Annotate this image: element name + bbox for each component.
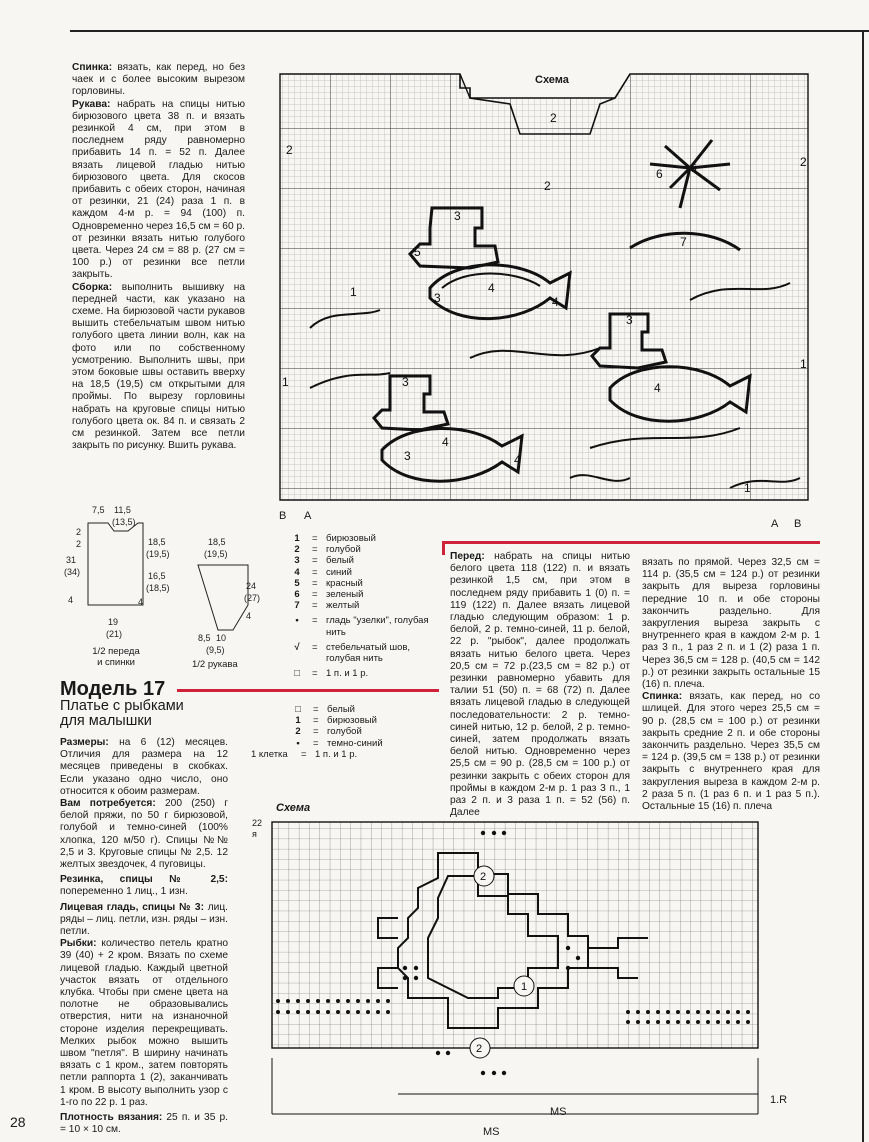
svg-text:4: 4: [246, 611, 252, 621]
embroidery-chart: [270, 68, 820, 533]
chart-number: 6: [690, 161, 697, 175]
rukava-heading: Рукава:: [72, 98, 111, 110]
ryb-heading: Рыбки:: [60, 938, 97, 950]
legend-item: 1 клетка = 1 п. и 1 р.: [251, 748, 358, 760]
marker-a-right: A: [771, 518, 779, 530]
svg-text:(18,5): (18,5): [146, 583, 170, 593]
middle-text: Перед: набрать на спицы нитью белого цвета 118 (122) п. и вязать резинкой 1,5 см, при этом в последнем ряду прибавить 1 (0) п. = 119 (122) п. Далее вязать лицевой гладью следующим образом: 1 р. белой, 2 р. темно-синей, 11 р. белой, 22 р. "рыбок", далее продолжать вязать нитью белого цвета. Через 20,5 см = 72 р.(23,5 см = 82 р.) от резинки равномерно убавить для талии 51 (50) п. = 68 (72) п. Далее вязать лицевой гладью в следующей последовательности: 2 р. темно-синей нитью, 12 р. белой, 2 р. темно-синей, затем продолжать вязать белой нитью. Одновременно через 25,5 см = 90 р. (28,5 см = 100 р.) от резинки закрыть с обеих сторон для проймы в каждом 2-м р. 1 раз 3 п., 1 раз 2 п. и 3 раза 1 п. = 52 (56) п. Далее: [450, 551, 630, 819]
chart-number: 3: [454, 209, 461, 223]
chart-number: 5: [414, 245, 421, 259]
svg-text:2: 2: [76, 527, 82, 537]
chart-number: 1: [744, 481, 751, 495]
svg-text:7,5: 7,5: [92, 505, 105, 515]
spinka-text: вязать, как перед, но без чаек и с более высоким вырезом горловины.: [72, 62, 245, 98]
ms-rulers: [272, 1058, 758, 1114]
razm-heading: Размеры:: [60, 737, 109, 748]
chart-number: 1: [350, 285, 357, 299]
ms-label-total: MS: [483, 1126, 500, 1138]
legend-item: 1 = бирюзовый: [294, 533, 376, 544]
front-pattern: [88, 523, 143, 605]
svg-text:16,5: 16,5: [148, 571, 166, 581]
sborka-text: выполнить вышивку на передней части, как указано на схеме. На бирюзовой части рукавов вышить стебельчатым швом нитью голубого цвета линии волн, как на фото или по собственному усмотрению. Выполнить швы, при этом боковые швы оставить вверху на 18,5 (19,5) см открытыми для проймы. По вырезу горловины набрать на круговые спицы нитью голубого цвета ок. 84 п. и связать 2 см резинкой. Затем все петли закрыть по рисунку. Вшить рукава.: [72, 281, 245, 452]
chart-number: 4: [514, 453, 521, 467]
chart2-number: 2: [476, 1043, 483, 1055]
chart-number: 7: [680, 235, 687, 249]
chart-number: 3: [626, 313, 633, 327]
legend-item: √ = стебельчатый шов, голубая нить: [282, 642, 432, 664]
right-rule: [862, 30, 864, 1142]
svg-text:18,5: 18,5: [148, 537, 166, 547]
pattern-diagrams: [58, 505, 268, 665]
model-subtitle: Платье с рыбками для малышки: [60, 698, 184, 729]
legend-item: □ = белый: [295, 704, 355, 715]
legend-item: □ = 1 п. и 1 р.: [282, 668, 432, 679]
chart-number: 2: [800, 155, 807, 169]
rukava-text: набрать на спицы нитью бирюзового цвета 38 п. и вязать резинкой 4 см, при этом в последнем ряду равномерно прибавить 14 п. = 52 п. Далее вязать лицевой гладью нитью бирюзового цвета. Для скосов прибавить с обеих сторон, начиная от резинки, 21 (24) раза 1 п. в каждом 4-м р. = 94 (100) п. Одновременно через 16,5 см = 60 р. от резинки вязать нитью голубого цвета. Через 24 см = 88 р. (27 см = 100 р.) от резинки все петли закрыть.: [72, 98, 245, 281]
legend-item: 4 = синий: [294, 566, 352, 578]
sleeve-caption: 1/2 рукава: [192, 659, 238, 670]
svg-text:19: 19: [108, 617, 119, 627]
spinka-heading: Спинка:: [72, 62, 113, 73]
lic-heading: Лицевая гладь, спицы № 3:: [60, 901, 204, 913]
pered-heading: Перед:: [450, 551, 485, 562]
svg-text:(19,5): (19,5): [146, 549, 170, 559]
svg-text:31: 31: [66, 555, 77, 565]
chart-number: 3: [434, 291, 441, 305]
chart-number: 1: [800, 357, 807, 371]
left-top-text: [72, 62, 245, 453]
cell-icon: □: [294, 668, 300, 680]
svg-text:(21): (21): [106, 629, 123, 639]
legend-item: 2 = голубой: [295, 726, 362, 738]
vam-heading: Вам потребуется:: [60, 798, 156, 810]
front-caption: 1/2 переда и спинки: [92, 646, 140, 669]
row-label: 22 я: [252, 818, 263, 840]
chart-number: 4: [442, 435, 449, 449]
legend-item: 1 = бирюзовый: [295, 715, 377, 727]
legend-item: • = темно-синий: [296, 737, 383, 749]
chart2-title: Схема: [276, 802, 311, 814]
embroidery-chart-svg: [270, 68, 820, 528]
wave-icon: √: [294, 641, 300, 653]
legend-item: • = гладь "узелки", голубая нить: [282, 615, 432, 637]
top-rule: [70, 30, 869, 32]
legend-fish: [251, 704, 443, 760]
chart2-number: 2: [480, 871, 487, 883]
svg-text:4: 4: [138, 597, 144, 607]
chart-number: 6: [656, 167, 663, 181]
svg-text:4: 4: [68, 595, 74, 605]
left-bottom-text: Размеры: на 6 (12) месяцев. Отличия для размера на 12 месяцев приведены в скобках. Если указано одно число, оно относится к обоим размерам. Вам потребуется: 200 (250) г белой пряжи, по 50 г бирюзовой, голубой и темно-синей (100% хлопка, 120 м/50 г). Спицы №№ 2,5 и 3. Круговые спицы № 2,5. 12 желтых звездочек, 4 пуговицы. Резинка, спицы № 2,5: попеременно 1 лиц., 1 изн. Лицевая гладь, спицы № 3: лиц. ряды – лиц. петли, изн. ряды – изн. петли. Рыбки: количество петель кратно 39 (40) + 2 кром. Вязать по схеме лицевой гладью. Каждый цветной участок вязать от отдельного клубка. Чтобы при смене цвета на полотне не образовывались отверстия, нити на изнаночной стороне изделия перекрещивать. Мелких рыбок можно вышить швом "петля". В ширину начинать вязать с 1 кром., затем повторять петли раппорта 1 (2), заканчивать 1 кром. В высоту выполнить узор с 1-го по 22 р. 1 раз. Плотность вязания: 25 п. и 35 р. = 10 × 10 см.: [60, 737, 229, 1136]
legend-item: 5 = красный: [294, 577, 363, 589]
legend-item: 3 = белый: [294, 555, 354, 567]
legend-embroidery: [282, 533, 432, 679]
legend-item: 2 = голубой: [294, 544, 361, 556]
section-rule: [442, 541, 820, 544]
svg-text:8,5: 8,5: [198, 633, 211, 643]
svg-text:(34): (34): [64, 567, 81, 577]
svg-text:2: 2: [76, 539, 82, 549]
marker-b-left: B: [279, 510, 287, 522]
chart-number: 3: [402, 375, 409, 389]
chart-number: 2: [550, 111, 557, 125]
chart-number: 3: [404, 449, 411, 463]
chart-number: 1: [282, 375, 289, 389]
sleeve-pattern: [198, 565, 248, 630]
page-number: 28: [10, 1114, 26, 1130]
model-title: Модель 17: [60, 678, 166, 700]
row1-label: 1.R: [770, 1094, 788, 1106]
fish-chart-svg: [268, 818, 768, 1138]
svg-text:18,5: 18,5: [208, 537, 226, 547]
svg-text:(27): (27): [244, 593, 261, 603]
model-title-rule: [177, 689, 439, 692]
chart-number: 2: [286, 143, 293, 157]
chart-number: 2: [544, 179, 551, 193]
legend-item: 6 = зеленый: [294, 589, 364, 601]
ms-label-repeat: MS: [550, 1106, 567, 1118]
rez-heading: Резинка, спицы № 2,5:: [60, 874, 228, 886]
right-text: вязать по прямой. Через 32,5 см = 114 р. (35,5 см = 124 р.) от резинки закрыть для выреза горловины передние 10 п. и обе стороны закончить раздельно. Для закругления выреза закрыть с внутреннего края в каждом 2-м р. 1 раз 3 п., 1 раз 2 п. и 1 (2) раза 1 п. Через 36,5 см = 128 р. (40,5 см = 142 р.) от резинки закрыть остальные 15 (16) п. плеча. Спинка: вязать, как перед, но со шлицей. Для этого через 25,5 см = 90 р. (28,5 см = 100 р.) от резинки закрыть средние 2 п. и обе стороны закончить раздельно. Через 35,5 см = 124 р. (39,5 см = 138 р.) от резинки закрыть с внутреннего края для закругления выреза в каждом 2-м р. 2 раза 5 п. (1 раз 6 п. и 1 раз 5 п.). Остальные 15 (16) п. плеча: [642, 557, 820, 813]
marker-a-left: A: [304, 510, 312, 522]
svg-text:10: 10: [216, 633, 227, 643]
legend-item: 7 = желтый: [294, 600, 360, 612]
svg-text:(19,5): (19,5): [204, 549, 228, 559]
marker-b-right: B: [794, 518, 802, 530]
chart-number: 4: [488, 281, 495, 295]
chart-number: 4: [552, 295, 559, 309]
chart-number: 4: [654, 381, 661, 395]
svg-text:(13,5): (13,5): [112, 517, 136, 527]
chart2-number: 1: [521, 981, 528, 993]
section-rule-vertical: [442, 541, 445, 555]
svg-text:(9,5): (9,5): [206, 645, 225, 655]
spinka2-heading: Спинка:: [642, 691, 683, 703]
chart1-title: Схема: [535, 74, 569, 86]
dot-icon: •: [295, 615, 299, 627]
plot-heading: Плотность вязания:: [60, 1112, 163, 1124]
sborka-heading: Сборка:: [72, 281, 113, 293]
svg-text:24: 24: [246, 581, 257, 591]
svg-text:11,5: 11,5: [114, 505, 131, 515]
